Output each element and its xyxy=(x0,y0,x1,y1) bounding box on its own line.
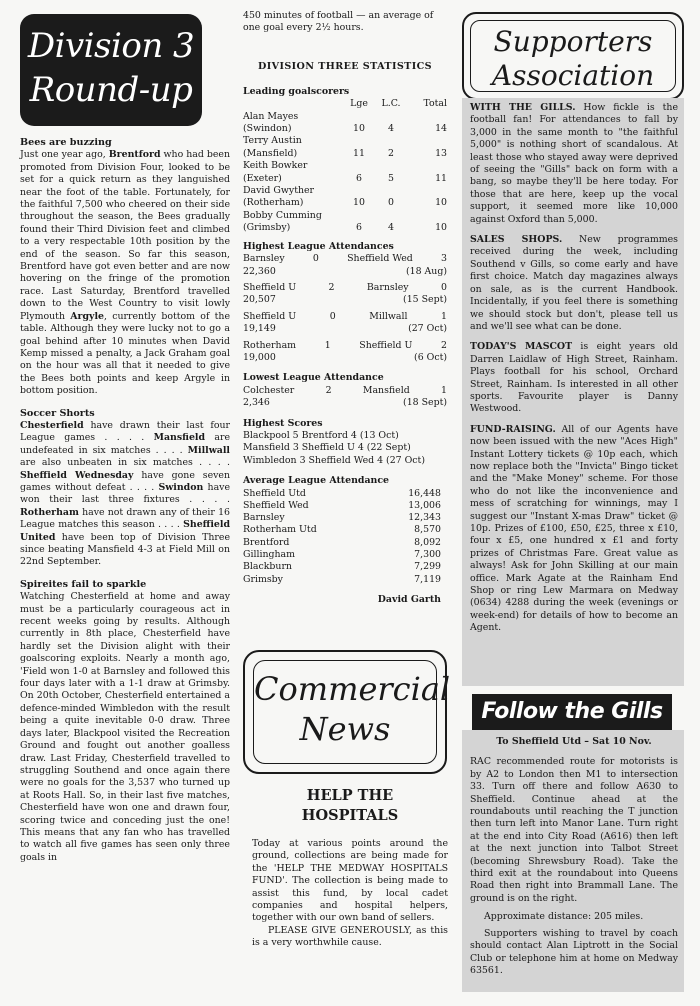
scorer-row: David Gwyther (Rotherham) 10 0 10 xyxy=(243,185,447,209)
average-attendance-row: Brentford 8,092 xyxy=(243,536,441,548)
average-attendance-row: Rotherham Utd 8,570 xyxy=(243,524,441,536)
statistics-byline: David Garth xyxy=(377,593,441,605)
average-attendance-list xyxy=(243,488,447,586)
banner-line-2: Association xyxy=(491,59,655,92)
mascot-article: TODAY'S MASCOT is eight years old Darren Laidlaw of High Street, Rainham. Plays football for his school, Orchard Street, Rainham. Is interested in all other sports. Favourite player is Danny Westwood. xyxy=(470,341,679,415)
scorer-row: Terry Austin (Mansfield) 11 2 13 xyxy=(243,135,447,159)
banner-line-1: Commercial xyxy=(254,670,451,708)
average-attendance-heading: Average League Attendance xyxy=(243,475,390,487)
follow-the-gills-column xyxy=(462,730,684,992)
highest-attendance-row: Rotherham 1 Sheffield U 2 19,000 (6 Oct) xyxy=(243,339,447,363)
follow-gills-subheading: To Sheffield Utd – Sat 10 Nov. xyxy=(496,736,652,747)
commercial-news-banner xyxy=(243,650,451,774)
statistics-title: DIVISION THREE STATISTICS xyxy=(258,60,432,72)
average-attendance-row: Gillingham 7,300 xyxy=(243,549,441,561)
banner-line-2: News xyxy=(299,710,391,748)
bees-article: Just one year ago, Brentford who had been promoted from Division Four, looked to be set for a quick return as they languished near the foot of the table. Fortunately, for the faithful 7,500 who cheered on their side throughout the season, the Bees gradually found their Third Division feet and climbed to a very respectable 10th position by the end of the season. So far this season, Brentford have got even better and are now hovering on the fringe of the promotion race. Last Saturday, Brentford travelled down to the West Country to visit lowly Plymouth Argyle, currently bottom of the table. Although they were lucky not to go a goal behind after 10 minutes when David Kemp missed a penalty, a Jack Graham goal on the hour was all that it needed to give the Bees both points and keep Argyle in bottom position. xyxy=(20,149,231,397)
hospitals-appeal: PLEASE GIVE GENEROUSLY, as this is a very worthwhile cause. xyxy=(252,924,448,949)
scorers-list xyxy=(243,111,447,235)
round-up-column xyxy=(20,137,230,864)
route-directions: RAC recommended route for motorists is by A2 to London then M1 to intersection 33. Turn off there and follow A630 to Sheffield. Continue ahead at the roundabouts until reaching the T junction then turn left into Manor Lane. Turn right at the end into City Road (A616) then left at the next junction into Talbot Street (becoming Shrewsbury Road). Take the third exit at the roundabout into Queens Road then right into Brammall Lane. The ground is on the right. xyxy=(470,756,678,904)
scorer-row: Alan Mayes (Swindon) 10 4 14 xyxy=(243,110,447,135)
scorer-row: Keith Bowker (Exeter) 6 5 11 xyxy=(243,160,447,184)
average-attendance-row: Sheffield Wed 13,006 xyxy=(243,499,441,511)
highest-attendance-list xyxy=(243,253,447,364)
highest-scores-heading: Highest Scores xyxy=(243,417,323,429)
highest-score-row: Wimbledon 3 Sheffield Wed 4 (27 Oct) xyxy=(243,454,425,466)
scorer-row: Bobby Cumming (Grimsby) 6 4 10 xyxy=(243,209,447,234)
division-3-round-up-banner xyxy=(20,14,202,126)
highest-attendance-row: Sheffield U 0 Millwall 1 19,149 (27 Oct) xyxy=(243,310,447,335)
scorers-header-row: Leading goalscorers xyxy=(243,85,350,97)
highest-attendance-heading: Highest League Attendances xyxy=(243,240,394,252)
spireites-heading: Spireites fail to sparkle xyxy=(20,578,147,590)
spireites-article: Watching Chesterfield at home and away must be a particularly courageous act in recent weeks going by results. Although currently in 8th place, Chesterfield have hardly set the Division alight with their goalscoring exploits. Nearly a month ago, 'Field won 1-0 at Barnsley and followed this four days later with a 1-1 draw at Grimsby. On 20th October, Chesterfield entertained a defence-minded Wimbledon with the result being a quite inevitable 0-0 draw. Three days later, Blackpool visited the Recreation Ground and fought out another goalless draw. Last Friday, Chesterfield travelled to struggling Southend and once again there were no goals for the 3,537 who turned up at Roots Hall. So, in their last five matches, Chesterfield have won one and drawn four, scoring twice and conceding just the one! This means that any fan who has travelled to watch all five games has seen only three goals in xyxy=(20,591,230,863)
supporters-column xyxy=(462,98,684,686)
banner-line-1: Supporters xyxy=(493,25,653,58)
follow-the-gills-banner: Follow the Gills xyxy=(472,694,672,730)
spireites-continued: 450 minutes of football — an average of one goal every 2½ hours. xyxy=(243,10,434,34)
lowest-attendance-row: Colchester 2 Mansfield 1 2,346 (18 Sept) xyxy=(243,384,447,409)
highest-score-row: Blackpool 5 Brentford 4 (13 Oct) xyxy=(243,429,399,441)
supporters-association-banner xyxy=(462,12,684,100)
banner-line-1: Division 3 xyxy=(27,26,195,66)
sales-shops-article: SALES SHOPS. New programmes received during the week, including Southend v Gills, so come early and have first choice. Match day magazines always on sale, as is the current Handbook. Incidentally, if you feel there is something we should stock but don't, please tell us and we'll see what can be done. xyxy=(470,234,678,332)
average-attendance-row: Sheffield Utd 16,448 xyxy=(243,487,441,499)
banner-line-2: Round-up xyxy=(29,70,193,110)
soccer-shorts-article: Chesterfield have drawn their last four League games . . . . Mansfield are undefeated in six matches . . . . Millwall are also unbeaten in six matches . . . . Sheffield Wednesday have gone seven games without defeat . . . . Swindon have won their last three fixtures . . . . Rotherham have not drawn any of their 16 League matches this season . . . . Sheffield United have been top of Division Three since beating Mansfield 4-3 at Field Mill on 22nd September. xyxy=(20,419,231,568)
lowest-attendance-heading: Lowest League Attendance xyxy=(243,372,384,384)
average-attendance-row: Blackburn 7,299 xyxy=(243,561,441,573)
highest-attendance-row: Sheffield U 2 Barnsley 0 20,507 (15 Sept) xyxy=(243,281,447,306)
hospitals-headline-1: HELP THE xyxy=(306,787,394,804)
average-attendance-row: Barnsley 12,343 xyxy=(243,512,441,524)
hospitals-article: Today at various points around the ground, collections are being made for the 'HELP THE MEDWAY HOSPITALS FUND'. The collection is being made to assist this fund, by local cadet companies and hospital helpers, together with our own band of sellers. xyxy=(252,838,448,924)
soccer-shorts-heading: Soccer Shorts xyxy=(20,407,95,419)
fund-raising-article: FUND-RAISING. All of our Agents have now been issued with the new "Aces High" Instant Lottery tickets @ 10p each, which now replace both the "Invicta" Bingo ticket and the "Make Money" scheme. For those who do not like the inconvenience and mess of scratching for winnings, may I suggest our "Instant X-mas Draw" ticket @ 10p. Prizes of £100, £50, £25, three x £10, four x £5, one hundred x £1 and forty prizes of Christmas Fare. Great value as always! Ask for John Skilling at our main office. Mark Agate at the Rainham End Shop or ring Lew Marmara on Medway (0634) 4288 during the week (evenings or week-end) for details of how to become an Agent. xyxy=(470,423,678,634)
average-attendance-row: Grimsby 7,119 xyxy=(243,573,441,585)
approximate-distance: Approximate distance: 205 miles. xyxy=(484,911,644,923)
coach-travel-info: Supporters wishing to travel by coach should contact Alan Liptrott in the Social Club or telephone him at home on Medway 63561. xyxy=(470,927,678,976)
with-the-gills-article: WITH THE GILLS. How fickle is the football fan! For attendances to fall by 3,000 in the same month to "the faithful 5,000" is nothing short of scandalous. At least those who stayed away were deprived of seeing the "Gills" back on form with a bang, so maybe they'll be here today. For those that are here, keep up the vocal support, it seemed more like 10,000 against Oxford than 5,000. xyxy=(470,102,678,225)
statistics-column: 450 minutes of football — an average of one goal every 2½ hours. DIVISION THREE STATISTICS Leading goalscorers Lge L.C. Total Alan Mayes (Swindon) 10 4 14 Terry Austin (Mansfield) 11 2 13 Keith Bowker (Exeter) 6 5 11 David Gwyther (Rotherham) 10 0 10 Bobby Cumming (Grimsby) 6 4 10 Highest League Attendances Barnsley 0 Sheffield Wed 3 22,360 (18 Aug) Sheffield U 2 Barnsley 0 20,507 (15 Sept) Sheffield U 0 Millwall 1 19,149 (27 Oct) Rotherham 1 Sheffield U 2 19,000 (6 Oct) Lowest League Attendance Colchester 2 Mansfield 1 2,346 (18 Sept) Highest Scores Blackpool 5 Brentford 4 (13 Oct) Mansfield 3 Sheffield U 4 (22 Sept) Wimbledon 3 Sheffield Wed 4 (27 Oct) Average League Attendance Sheffield Utd 16,448 Sheffield Wed 13,006 Barnsley 12,343 Rotherham Utd 8,570 Brentford 8,092 Gillingham 7,300 Blackburn 7,299 Grimsby 7,119 David Garth xyxy=(243,10,447,605)
bees-heading: Bees are buzzing xyxy=(20,137,112,148)
commercial-news-column xyxy=(252,786,448,950)
hospitals-headline-2: HOSPITALS xyxy=(301,807,399,824)
highest-score-row: Mansfield 3 Sheffield U 4 (22 Sept) xyxy=(243,442,411,454)
highest-attendance-row: Barnsley 0 Sheffield Wed 3 22,360 (18 Aug) xyxy=(243,253,447,277)
